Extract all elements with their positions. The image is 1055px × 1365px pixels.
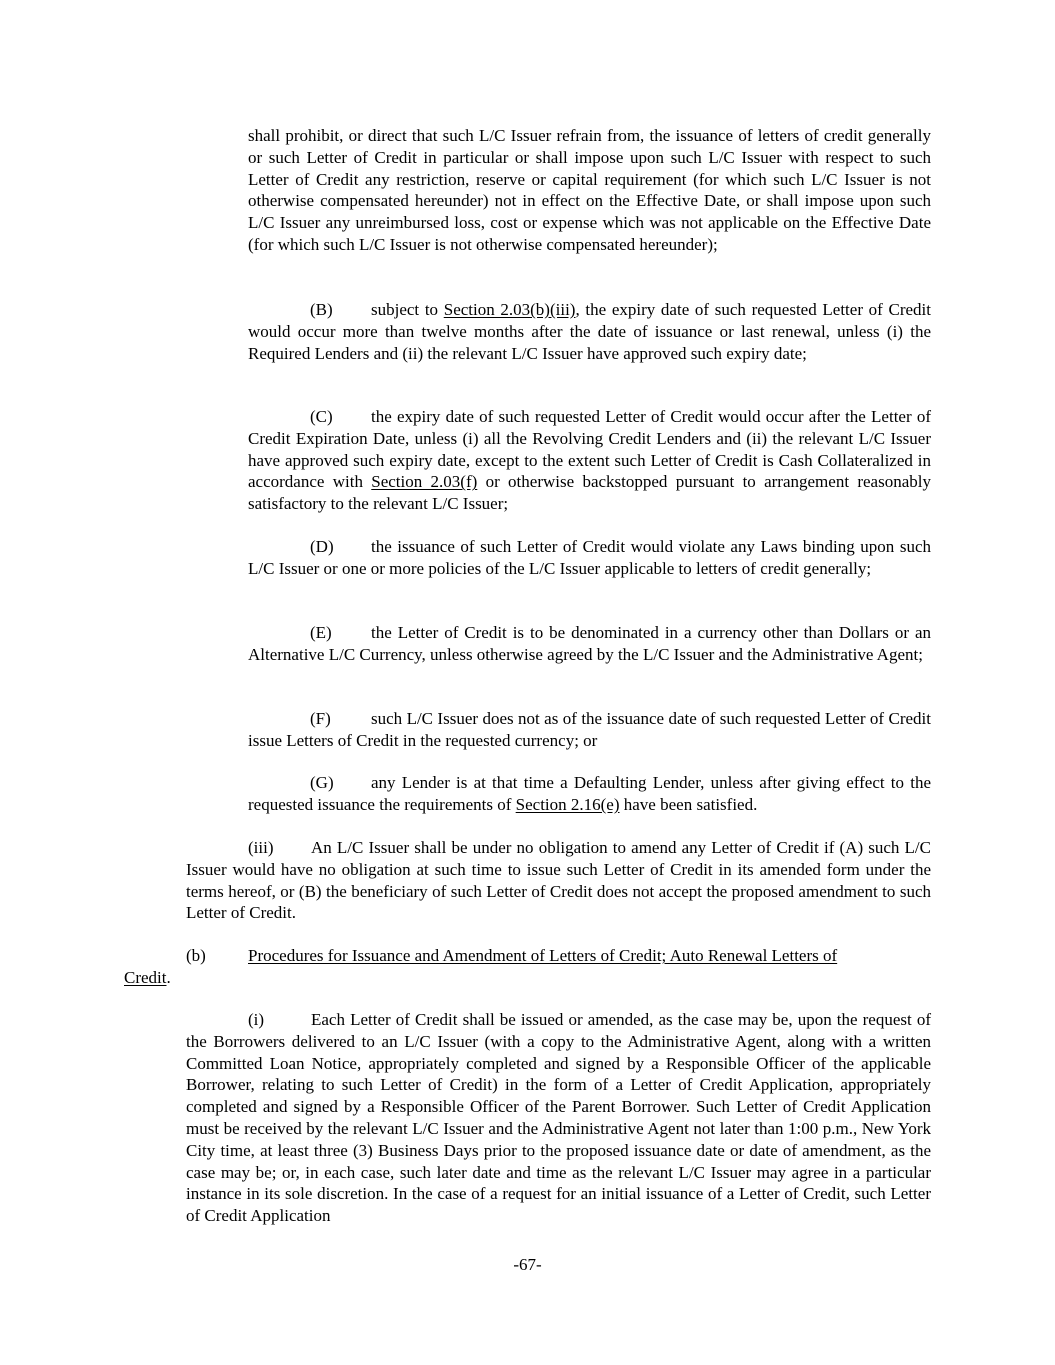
section-reference-link: Section 2.03(b)(iii)	[443, 300, 576, 319]
clause-iii	[186, 837, 931, 924]
page-number: -67-	[513, 1255, 542, 1274]
heading-period: .	[166, 968, 171, 987]
clause-e-upper	[248, 622, 931, 666]
clause-text: the issuance of such Letter of Credit would violate any Laws binding upon such L/C Issuer or one or more policies of the L/C Issuer applicable to letters of credit generally;	[248, 537, 931, 578]
clause-text: An L/C Issuer shall be under no obligation to amend any Letter of Credit if (A) such L/C Issuer would have no obligation at such time to issue such Letter of Credit in its amended form under the terms hereof, or (B) the beneficiary of such Letter of Credit does not accept the proposed amendment to such Letter of Credit.	[186, 838, 931, 923]
clause-text: or otherwise backstopped pursuant to arrangement reasonably satisfactory to the relevant L/C Issuer;	[248, 472, 931, 514]
clause-text: have been satisfied.	[619, 794, 758, 814]
clause-label: (B)	[310, 300, 333, 319]
paragraph-continuation	[248, 125, 931, 256]
clause-g-upper	[248, 772, 931, 816]
clause-label: (G)	[310, 773, 334, 792]
clause-label: (i)	[248, 1010, 265, 1029]
section-reference-link: Section 2.16(e)	[515, 794, 620, 814]
clause-label: (iii)	[248, 838, 274, 857]
clause-i	[186, 1009, 931, 1227]
clause-text: , the expiry date of such requested Letter of Credit would occur more than twelve months after the date of issuance or last renewal, unless (i) the Required Lenders and (ii) the relevant L/C Issuer have approved such expiry date;	[248, 300, 931, 363]
clause-b-upper	[248, 299, 931, 364]
clause-text: the Letter of Credit is to be denominated in a currency other than Dollars or an Alternative L/C Currency, unless otherwise agreed by the L/C Issuer and the Administrative Agent;	[248, 623, 931, 664]
clause-label: (F)	[310, 709, 331, 728]
section-b-heading-continuation	[124, 967, 931, 989]
clause-label: (D)	[310, 537, 334, 556]
section-b-heading	[124, 945, 931, 967]
section-heading-text-cont: Credit	[124, 968, 167, 987]
clause-c-upper	[248, 406, 931, 515]
clause-text: Each Letter of Credit shall be issued or amended, as the case may be, upon the request of the Borrowers delivered to an L/C Issuer (with a copy to the Administrative Agent, along with a written Committed Loan Notice, appropriately completed and signed by a Responsible Officer of the applicable Borrower, relating to such Letter of Credit) in the form of a Letter of Credit Application, appropriately completed and signed by a Responsible Officer of the Parent Borrower. Such Letter of Credit Application must be received by the relevant L/C Issuer and the Administrative Agent not later than 1:00 p.m., New York City time, at least three (3) Business Days prior to the proposed issuance date or date of amendment, as the case may be; or, in each case, such later date and time as the relevant L/C Issuer may agree in a particular instance in its sole discretion. In the case of a request for an initial issuance of a Letter of Credit, such Letter of Credit Application	[186, 1010, 931, 1226]
section-label: (b)	[186, 946, 206, 965]
section-heading-text: Procedures for Issuance and Amendment of Letters of Credit; Auto Renewal Letters of	[248, 946, 838, 965]
clause-text: subject to	[371, 300, 444, 319]
clause-d-upper	[248, 536, 931, 580]
clause-label: (C)	[310, 407, 333, 426]
clause-text: any Lender is at that time a Defaulting Lender, unless after giving effect to the requested issuance the requirements of	[248, 773, 931, 814]
section-reference-link: Section 2.03(f)	[371, 472, 478, 492]
paragraph-text: shall prohibit, or direct that such L/C Issuer refrain from, the issuance of letters of credit generally or such Letter of Credit in particular or shall impose upon such L/C Issuer with respect to such Letter of Credit any restriction, reserve or capital requirement (for which such L/C Issuer is not otherwise compensated hereunder) not in effect on the Effective Date, or shall impose upon such L/C Issuer any unreimbursed loss, cost or expense which was not applicable on the Effective Date (for which such L/C Issuer is not otherwise compensated hereunder);	[248, 126, 931, 254]
clause-f-upper	[248, 708, 931, 752]
clause-text: such L/C Issuer does not as of the issuance date of such requested Letter of Credit issue Letters of Credit in the requested currency; or	[248, 709, 931, 750]
clause-label: (E)	[310, 623, 332, 642]
clause-text: the expiry date of such requested Letter of Credit would occur after the Letter of Credit Expiration Date, unless (i) all the Revolving Credit Lenders and (ii) the relevant L/C Issuer have approved such expiry date, except to the extent such Letter of Credit is Cash Collateralized in accordance with	[248, 407, 931, 492]
